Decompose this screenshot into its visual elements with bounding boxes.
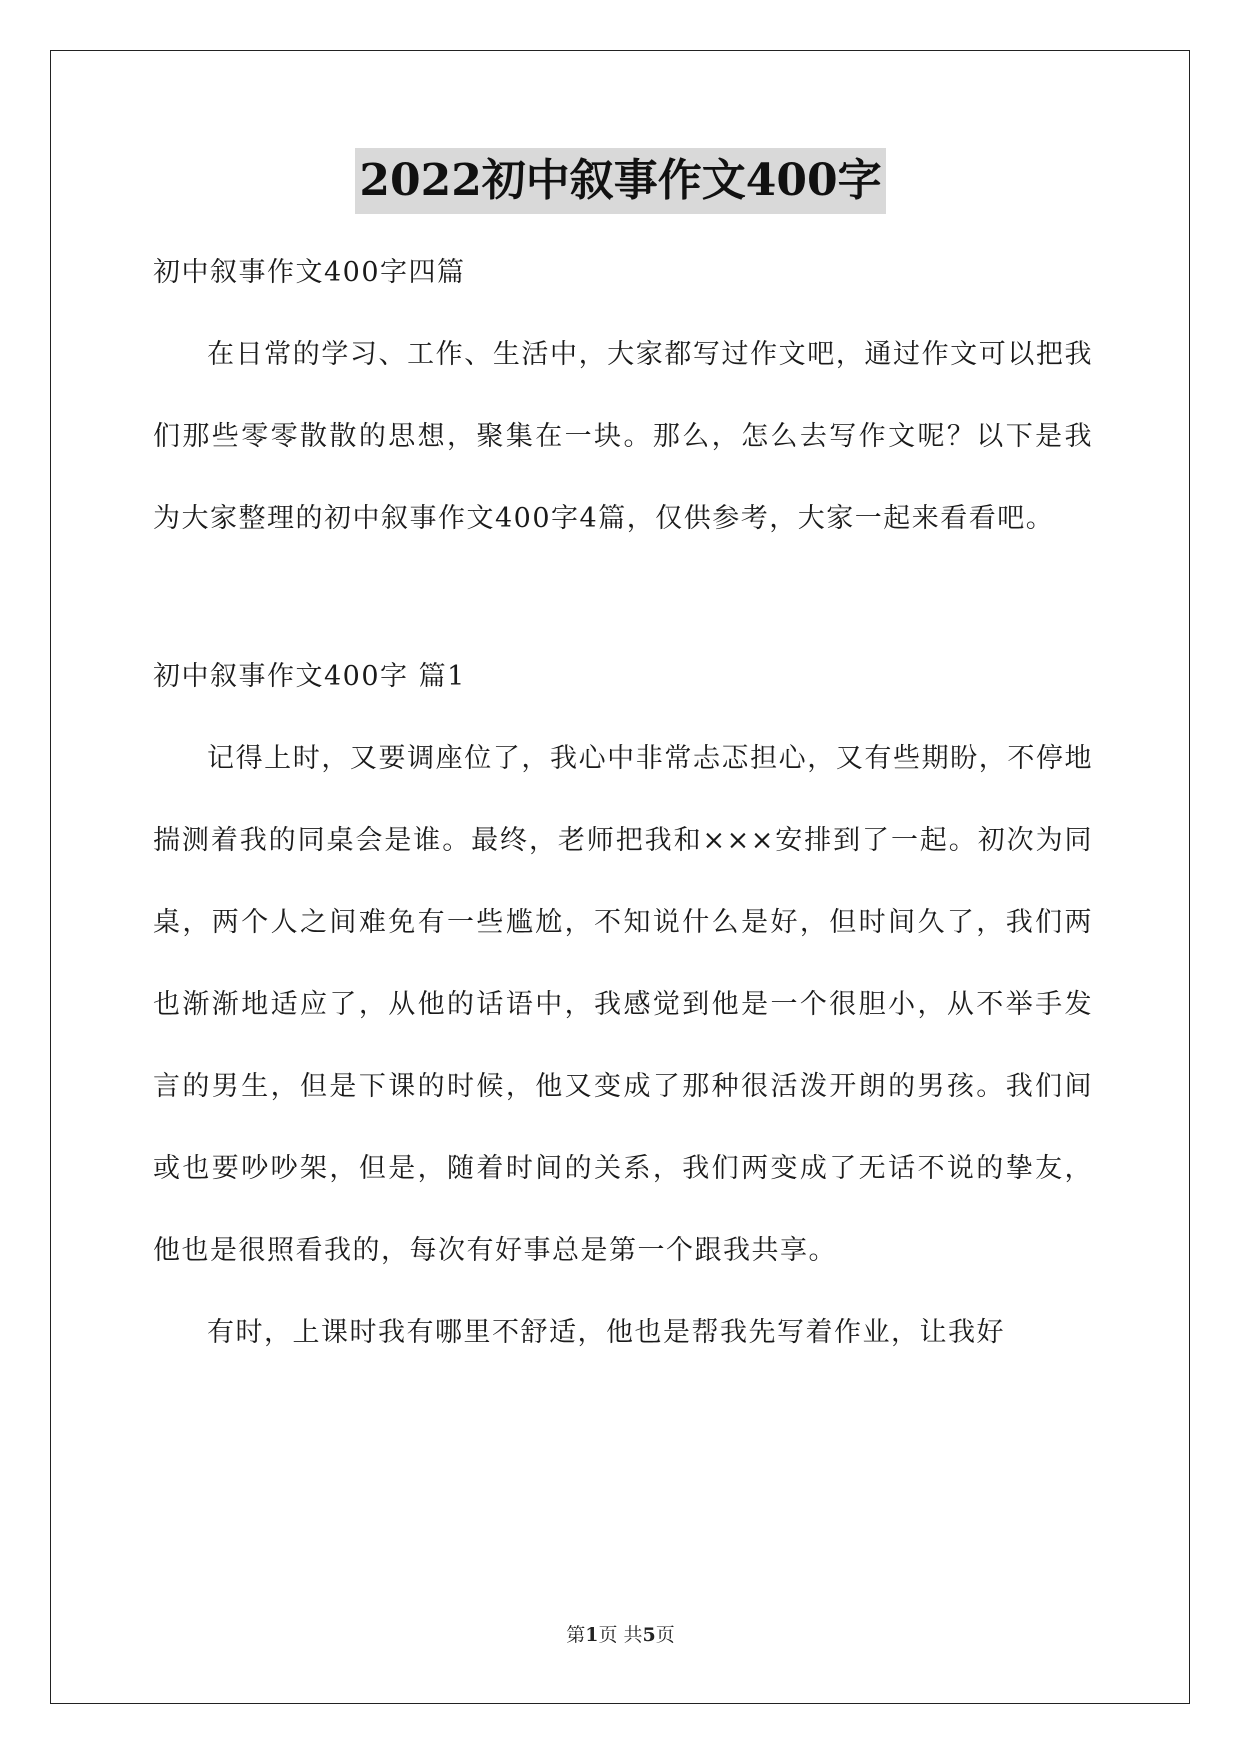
section-spacer	[153, 560, 1093, 636]
footer-page-current: 1	[585, 1624, 599, 1646]
title-container	[0, 148, 1241, 214]
footer-page-prefix: 第	[566, 1624, 586, 1646]
document-body	[153, 232, 1093, 1374]
section-heading: 初中叙事作文400字 篇1	[153, 661, 466, 692]
footer-page-mid: 页 共	[598, 1624, 643, 1646]
body-paragraph-2: 有时，上课时我有哪里不舒适，他也是帮我先写着作业，让我好	[207, 1317, 1005, 1348]
body-paragraph-1: 记得上时，又要调座位了，我心中非常忐忑担心，又有些期盼，不停地揣测着我的同桌会是谁。最终，老师把我和×××安排到了一起。初次为同桌，两个人之间难免有一些尴尬，不知说什么是好，但时间久了，我们两也渐渐地适应了，从他的话语中，我感觉到他是一个很胆小，从不举手发言的男生，但是下课的时候，他又变成了那种很活泼开朗的男孩。我们间或也要吵吵架，但是，随着时间的关系，我们两变成了无话不说的挚友，他也是很照看我的，每次有好事总是第一个跟我共享。	[153, 743, 1093, 1266]
page-footer	[0, 1620, 1241, 1647]
document-title: 2022初中叙事作文400字	[355, 148, 885, 214]
footer-page-suffix: 页	[655, 1624, 675, 1646]
document-subtitle: 初中叙事作文400字四篇	[153, 257, 466, 288]
footer-page-total: 5	[642, 1624, 656, 1646]
intro-paragraph: 在日常的学习、工作、生活中，大家都写过作文吧，通过作文可以把我们那些零零散散的思想，聚集在一块。那么，怎么去写作文呢？以下是我为大家整理的初中叙事作文400字4篇，仅供参考，大家一起来看看吧。	[153, 339, 1093, 534]
